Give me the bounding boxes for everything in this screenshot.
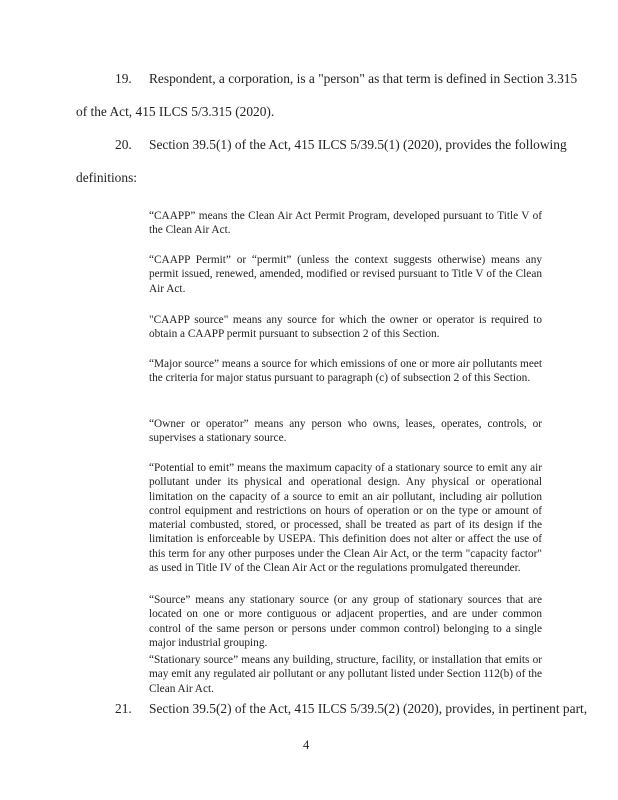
paragraph-20-line1: Section 39.5(1) of the Act, 415 ILCS 5/39.5(1) (2020), provides the following: [149, 137, 567, 152]
definition-stationary-source: “Stationary source” means any building, structure, facility, or installation that emits or may emit any regulated air pollutant or any pollutant listed under Section 112(b) of the Clean Air Act.: [149, 654, 542, 695]
definition-source: “Source” means any stationary source (or any group of stationary sources that are located on one or more contiguous or adjacent properties, and are under common control of the same person or persons under common control) belonging to a single major industrial grouping.: [149, 594, 542, 649]
paragraph-21-line1: Section 39.5(2) of the Act, 415 ILCS 5/39.5(2) (2020), provides, in pertinent part,: [149, 701, 588, 716]
paragraph-19-number: 19.: [115, 71, 132, 86]
definition-caapp: “CAAPP” means the Clean Air Act Permit Program, developed pursuant to Title V of the Clean Air Act.: [149, 210, 542, 237]
paragraph-20-number: 20.: [115, 137, 132, 152]
paragraph-19-line2: of the Act, 415 ILCS 5/3.315 (2020).: [76, 104, 275, 119]
paragraph-20-line2: definitions:: [76, 170, 137, 185]
definition-potential-to-emit: “Potential to emit” means the maximum capacity of a stationary source to emit any air pollutant under its physical and operational design. Any physical or operational limitation on the capacity of a source to emit an air pollutant, including air pollution control equipment and restrictions on hours of operation or on the type or amount of material combusted, stored, or processed, shall be treated as part of its design if the limitation is enforceable by USEPA. This definition does not alter or affect the use of this term for any other purposes under the Clean Air Act, or the term "capacity factor" as used in Title IV of the Clean Air Act or the regulations promulgated thereunder.: [149, 462, 542, 575]
definition-caapp-source: "CAAPP source" means any source for which the owner or operator is required to obtain a CAAPP permit pursuant to subsection 2 of this Section.: [149, 314, 542, 341]
definition-caapp-permit: “CAAPP Permit” or “permit” (unless the context suggests otherwise) means any permit issued, renewed, amended, modified or revised pursuant to Title V of the Clean Air Act.: [149, 254, 542, 295]
page-number: 4: [303, 738, 310, 752]
definition-major-source: “Major source” means a source for which emissions of one or more air pollutants meet the criteria for major status pursuant to paragraph (c) of subsection 2 of this Section.: [149, 358, 542, 385]
definition-owner-or-operator: “Owner or operator” means any person who owns, leases, operates, controls, or supervises a stationary source.: [149, 418, 542, 445]
paragraph-21-number: 21.: [115, 701, 132, 716]
paragraph-19-line1: Respondent, a corporation, is a "person" as that term is defined in Section 3.315: [149, 71, 578, 86]
